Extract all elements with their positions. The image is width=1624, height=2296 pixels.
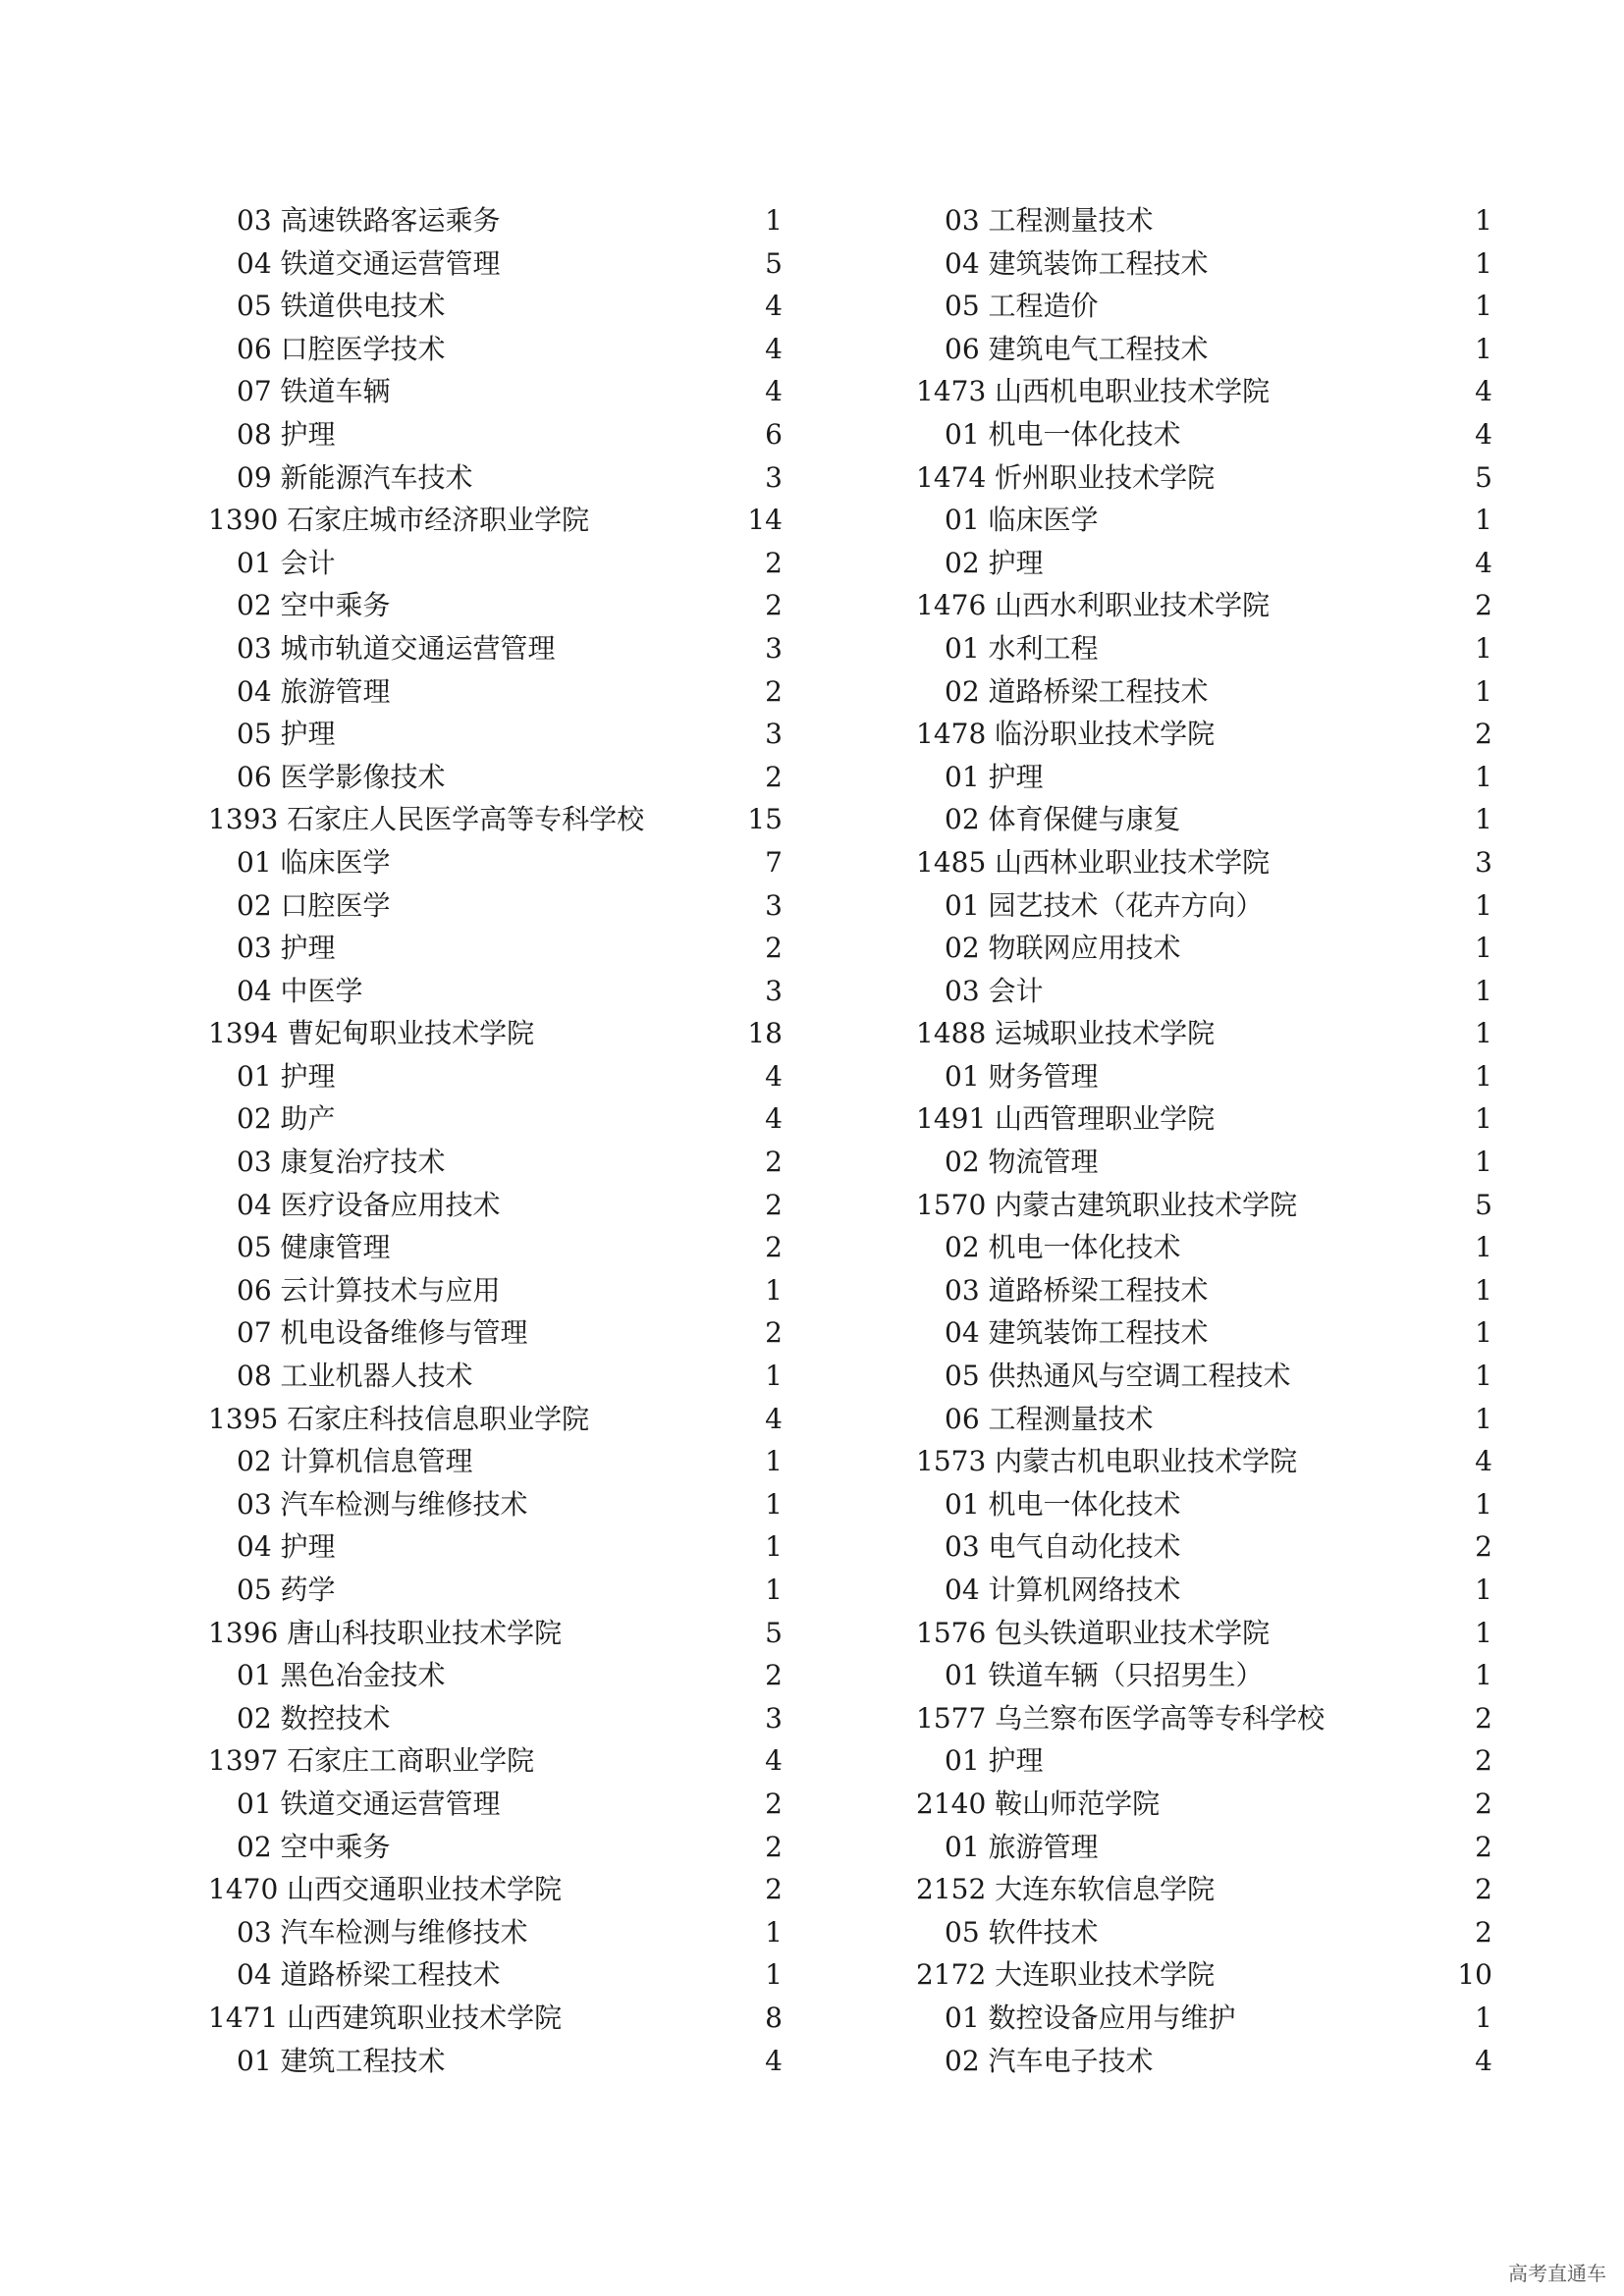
school-label: 1474 忻州职业技术学院	[916, 460, 1216, 494]
program-row	[916, 1311, 1492, 1355]
school-row	[208, 1612, 783, 1655]
program-label: 06 口腔医学技术	[237, 332, 446, 365]
count-value: 2	[765, 1231, 783, 1264]
count-value: 8	[765, 2001, 783, 2034]
school-row	[208, 798, 783, 841]
count-value: 4	[1475, 1445, 1492, 1478]
count-value: 1	[765, 1958, 783, 1992]
program-label: 01 园艺技术（花卉方向）	[945, 888, 1264, 922]
program-label: 04 医疗设备应用技术	[237, 1188, 501, 1221]
school-label: 1485 山西林业职业技术学院	[916, 845, 1271, 879]
program-row	[208, 970, 783, 1013]
program-label: 08 工业机器人技术	[237, 1360, 473, 1393]
count-value: 14	[747, 504, 783, 537]
school-label: 1396 唐山科技职业技术学院	[208, 1616, 563, 1649]
school-label: 2172 大连职业技术学院	[916, 1958, 1216, 1992]
count-value: 1	[1475, 1402, 1492, 1435]
program-label: 03 汽车检测与维修技术	[237, 1915, 528, 1949]
program-row	[208, 670, 783, 714]
count-value: 2	[1475, 1701, 1492, 1735]
count-value: 1	[1475, 1574, 1492, 1606]
count-value: 2	[1475, 1530, 1492, 1564]
count-value: 3	[1475, 845, 1492, 879]
school-label: 1471 山西建筑职业技术学院	[208, 2001, 563, 2034]
count-value: 4	[1475, 2044, 1492, 2077]
count-value: 3	[765, 974, 783, 1007]
program-label: 04 计算机网络技术	[945, 1574, 1181, 1606]
count-value: 2	[1475, 1830, 1492, 1863]
program-row	[208, 242, 783, 286]
count-value: 1	[1475, 1231, 1492, 1264]
school-row	[916, 584, 1492, 627]
count-value: 6	[765, 417, 783, 451]
school-label: 1576 包头铁道职业技术学院	[916, 1616, 1271, 1649]
school-label: 1491 山西管理职业学院	[916, 1102, 1216, 1136]
program-label: 03 汽车检测与维修技术	[237, 1487, 528, 1521]
count-value: 1	[765, 1915, 783, 1949]
program-label: 05 护理	[237, 718, 336, 751]
program-label: 01 机电一体化技术	[945, 417, 1181, 451]
count-value: 2	[1475, 1744, 1492, 1778]
program-label: 02 道路桥梁工程技术	[945, 674, 1209, 708]
school-label: 1470 山西交通职业技术学院	[208, 1873, 563, 1906]
count-value: 1	[765, 1445, 783, 1478]
program-row	[208, 841, 783, 884]
program-label: 07 铁道车辆	[237, 375, 391, 408]
program-label: 04 铁道交通运营管理	[237, 246, 501, 280]
count-value: 2	[765, 1787, 783, 1820]
program-label: 02 口腔医学	[237, 888, 391, 922]
school-label: 1476 山西水利职业技术学院	[916, 589, 1271, 622]
program-label: 02 数控技术	[237, 1701, 391, 1735]
program-label: 03 护理	[237, 932, 336, 965]
count-value: 1	[1475, 504, 1492, 537]
school-row	[208, 1868, 783, 1911]
program-label: 02 空中乘务	[237, 1830, 391, 1863]
program-row	[208, 370, 783, 413]
school-row	[916, 1953, 1492, 1997]
count-value: 1	[1475, 1273, 1492, 1307]
count-value: 1	[765, 204, 783, 237]
program-label: 01 铁道交通运营管理	[237, 1787, 501, 1820]
school-label: 1577 乌兰察布医学高等专科学校	[916, 1701, 1326, 1735]
count-value: 1	[1475, 631, 1492, 665]
program-label: 04 旅游管理	[237, 674, 391, 708]
count-value: 1	[1475, 1316, 1492, 1350]
count-value: 1	[1475, 290, 1492, 323]
count-value: 5	[1475, 1188, 1492, 1221]
count-value: 2	[765, 589, 783, 622]
program-label: 05 软件技术	[945, 1915, 1099, 1949]
program-row	[208, 1355, 783, 1398]
program-row	[916, 1055, 1492, 1098]
program-label: 02 护理	[945, 546, 1044, 579]
program-label: 06 建筑电气工程技术	[945, 332, 1209, 365]
program-row	[916, 970, 1492, 1013]
program-row	[208, 627, 783, 670]
school-row	[916, 713, 1492, 756]
program-label: 07 机电设备维修与管理	[237, 1316, 528, 1350]
program-row	[916, 242, 1492, 286]
count-value: 4	[765, 1102, 783, 1136]
count-value: 2	[765, 1188, 783, 1221]
program-row	[916, 1141, 1492, 1184]
program-row	[916, 1355, 1492, 1398]
school-row	[916, 1440, 1492, 1483]
count-value: 1	[765, 1360, 783, 1393]
program-row	[916, 1525, 1492, 1569]
program-label: 01 会计	[237, 546, 336, 579]
program-row	[208, 1826, 783, 1869]
program-row	[208, 1269, 783, 1312]
program-label: 03 工程测量技术	[945, 204, 1154, 237]
count-value: 1	[1475, 974, 1492, 1007]
school-row	[916, 1612, 1492, 1655]
program-label: 01 护理	[945, 1744, 1044, 1778]
count-value: 1	[1475, 1146, 1492, 1179]
count-value: 1	[1475, 332, 1492, 365]
school-row	[208, 499, 783, 542]
program-label: 01 机电一体化技术	[945, 1487, 1181, 1521]
program-label: 09 新能源汽车技术	[237, 460, 473, 494]
program-row	[916, 328, 1492, 371]
count-value: 5	[765, 1616, 783, 1649]
program-label: 01 数控设备应用与维护	[945, 2001, 1236, 2034]
count-value: 4	[765, 290, 783, 323]
count-value: 3	[765, 1701, 783, 1735]
school-label: 1397 石家庄工商职业学院	[208, 1744, 535, 1778]
program-label: 03 电气自动化技术	[945, 1530, 1181, 1564]
school-label: 1393 石家庄人民医学高等专科学校	[208, 803, 645, 836]
count-value: 2	[765, 1830, 783, 1863]
program-label: 03 康复治疗技术	[237, 1146, 446, 1179]
program-row	[916, 542, 1492, 585]
count-value: 2	[1475, 718, 1492, 751]
count-value: 1	[1475, 204, 1492, 237]
program-row	[208, 756, 783, 799]
program-row	[208, 199, 783, 242]
program-row	[916, 199, 1492, 242]
program-row	[916, 798, 1492, 841]
count-value: 1	[1475, 1487, 1492, 1521]
count-value: 1	[1475, 760, 1492, 793]
count-value: 3	[765, 460, 783, 494]
school-label: 2152 大连东软信息学院	[916, 1873, 1216, 1906]
program-row	[916, 499, 1492, 542]
count-value: 4	[765, 2044, 783, 2077]
count-value: 1	[1475, 2001, 1492, 2034]
program-row	[208, 1055, 783, 1098]
program-row	[208, 1440, 783, 1483]
program-row	[208, 1483, 783, 1526]
program-label: 01 旅游管理	[945, 1830, 1099, 1863]
program-row	[208, 1525, 783, 1569]
watermark-text: 高考直通车	[1508, 2262, 1606, 2285]
program-label: 02 物联网应用技术	[945, 932, 1181, 965]
count-value: 2	[1475, 1915, 1492, 1949]
program-label: 03 会计	[945, 974, 1044, 1007]
program-label: 01 黑色冶金技术	[237, 1659, 446, 1692]
program-row	[208, 1697, 783, 1740]
program-row	[916, 2040, 1492, 2083]
program-row	[916, 1826, 1492, 1869]
school-row	[916, 1184, 1492, 1227]
program-row	[916, 1398, 1492, 1441]
program-row	[208, 1569, 783, 1612]
count-value: 4	[765, 375, 783, 408]
program-row	[916, 285, 1492, 328]
program-label: 02 计算机信息管理	[237, 1445, 473, 1478]
program-row	[916, 756, 1492, 799]
program-row	[208, 1783, 783, 1826]
count-value: 1	[765, 1574, 783, 1606]
program-label: 01 财务管理	[945, 1059, 1099, 1093]
program-label: 06 医学影像技术	[237, 760, 446, 793]
program-row	[916, 1269, 1492, 1312]
program-label: 02 机电一体化技术	[945, 1231, 1181, 1264]
program-row	[916, 627, 1492, 670]
program-label: 08 护理	[237, 417, 336, 451]
count-value: 1	[1475, 1017, 1492, 1050]
program-label: 04 建筑装饰工程技术	[945, 246, 1209, 280]
program-label: 05 健康管理	[237, 1231, 391, 1264]
count-value: 2	[765, 760, 783, 793]
program-row	[916, 1569, 1492, 1612]
right-column	[916, 199, 1492, 2082]
school-label: 1395 石家庄科技信息职业学院	[208, 1402, 590, 1435]
program-row	[208, 884, 783, 928]
school-row	[208, 1398, 783, 1441]
program-label: 02 空中乘务	[237, 589, 391, 622]
program-row	[916, 413, 1492, 456]
program-label: 03 道路桥梁工程技术	[945, 1273, 1209, 1307]
school-row	[208, 1997, 783, 2040]
program-row	[208, 1654, 783, 1697]
program-row	[208, 1141, 783, 1184]
count-value: 1	[1475, 1616, 1492, 1649]
count-value: 7	[765, 845, 783, 879]
program-label: 05 药学	[237, 1574, 336, 1606]
school-label: 1394 曹妃甸职业技术学院	[208, 1017, 535, 1050]
count-value: 2	[765, 674, 783, 708]
count-value: 18	[747, 1017, 783, 1050]
program-label: 06 云计算技术与应用	[237, 1273, 501, 1307]
program-row	[208, 713, 783, 756]
program-row	[208, 328, 783, 371]
count-value: 1	[1475, 1360, 1492, 1393]
program-label: 05 铁道供电技术	[237, 290, 446, 323]
program-row	[208, 1226, 783, 1269]
count-value: 1	[1475, 246, 1492, 280]
program-row	[916, 927, 1492, 970]
program-row	[916, 670, 1492, 714]
program-row	[208, 927, 783, 970]
program-row	[916, 884, 1492, 928]
program-row	[208, 584, 783, 627]
count-value: 5	[765, 246, 783, 280]
count-value: 5	[1475, 460, 1492, 494]
count-value: 2	[765, 1659, 783, 1692]
count-value: 2	[765, 932, 783, 965]
school-row	[916, 1012, 1492, 1055]
school-row	[916, 1868, 1492, 1911]
program-label: 04 道路桥梁工程技术	[237, 1958, 501, 1992]
count-value: 4	[765, 1744, 783, 1778]
count-value: 1	[1475, 1059, 1492, 1093]
program-row	[208, 285, 783, 328]
program-label: 01 护理	[945, 760, 1044, 793]
program-row	[916, 1226, 1492, 1269]
program-label: 02 体育保健与康复	[945, 803, 1181, 836]
count-value: 2	[765, 546, 783, 579]
program-label: 04 中医学	[237, 974, 363, 1007]
count-value: 1	[1475, 932, 1492, 965]
school-row	[916, 1097, 1492, 1141]
program-label: 05 供热通风与空调工程技术	[945, 1360, 1291, 1393]
count-value: 2	[1475, 1873, 1492, 1906]
count-value: 4	[1475, 375, 1492, 408]
program-row	[208, 2040, 783, 2083]
program-row	[916, 1739, 1492, 1783]
program-label: 01 临床医学	[945, 504, 1099, 537]
program-row	[208, 413, 783, 456]
count-value: 4	[765, 332, 783, 365]
count-value: 3	[765, 631, 783, 665]
school-row	[916, 841, 1492, 884]
program-row	[916, 1997, 1492, 2040]
count-value: 4	[765, 1059, 783, 1093]
program-label: 01 护理	[237, 1059, 336, 1093]
count-value: 1	[1475, 803, 1492, 836]
school-label: 1573 内蒙古机电职业技术学院	[916, 1445, 1298, 1478]
program-row	[208, 1953, 783, 1997]
school-row	[208, 1012, 783, 1055]
school-label: 1488 运城职业技术学院	[916, 1017, 1216, 1050]
program-label: 01 铁道车辆（只招男生）	[945, 1659, 1264, 1692]
program-label: 01 水利工程	[945, 631, 1099, 665]
count-value: 1	[765, 1530, 783, 1564]
count-value: 1	[1475, 674, 1492, 708]
count-value: 2	[765, 1146, 783, 1179]
program-row	[208, 1184, 783, 1227]
count-value: 3	[765, 718, 783, 751]
count-value: 1	[765, 1487, 783, 1521]
count-value: 2	[1475, 1787, 1492, 1820]
program-label: 06 工程测量技术	[945, 1402, 1154, 1435]
program-row	[916, 1654, 1492, 1697]
program-label: 03 城市轨道交通运营管理	[237, 631, 556, 665]
count-value: 1	[1475, 1659, 1492, 1692]
count-value: 4	[1475, 546, 1492, 579]
count-value: 2	[1475, 589, 1492, 622]
count-value: 4	[765, 1402, 783, 1435]
program-label: 01 临床医学	[237, 845, 391, 879]
program-label: 02 汽车电子技术	[945, 2044, 1154, 2077]
count-value: 1	[1475, 1102, 1492, 1136]
program-label: 02 物流管理	[945, 1146, 1099, 1179]
program-label: 01 建筑工程技术	[237, 2044, 446, 2077]
program-row	[208, 542, 783, 585]
count-value: 10	[1457, 1958, 1492, 1992]
school-label: 1473 山西机电职业技术学院	[916, 375, 1271, 408]
program-row	[916, 1911, 1492, 1954]
count-value: 1	[765, 1273, 783, 1307]
school-row	[916, 1697, 1492, 1740]
count-value: 4	[1475, 417, 1492, 451]
school-label: 1390 石家庄城市经济职业学院	[208, 504, 590, 537]
count-value: 2	[765, 1873, 783, 1906]
count-value: 2	[765, 1316, 783, 1350]
program-label: 05 工程造价	[945, 290, 1099, 323]
count-value: 1	[1475, 888, 1492, 922]
school-row	[916, 370, 1492, 413]
school-row	[916, 1783, 1492, 1826]
program-row	[208, 1911, 783, 1954]
program-label: 03 高速铁路客运乘务	[237, 204, 501, 237]
program-row	[208, 1311, 783, 1355]
count-value: 3	[765, 888, 783, 922]
school-label: 1570 内蒙古建筑职业技术学院	[916, 1188, 1298, 1221]
program-label: 02 助产	[237, 1102, 336, 1136]
school-label: 2140 鞍山师范学院	[916, 1787, 1161, 1820]
program-label: 04 建筑装饰工程技术	[945, 1316, 1209, 1350]
program-label: 04 护理	[237, 1530, 336, 1564]
school-row	[208, 1739, 783, 1783]
school-row	[916, 456, 1492, 500]
program-row	[208, 456, 783, 500]
program-row	[208, 1097, 783, 1141]
left-column	[208, 199, 783, 2082]
school-label: 1478 临汾职业技术学院	[916, 718, 1216, 751]
count-value: 15	[747, 803, 783, 836]
program-row	[916, 1483, 1492, 1526]
